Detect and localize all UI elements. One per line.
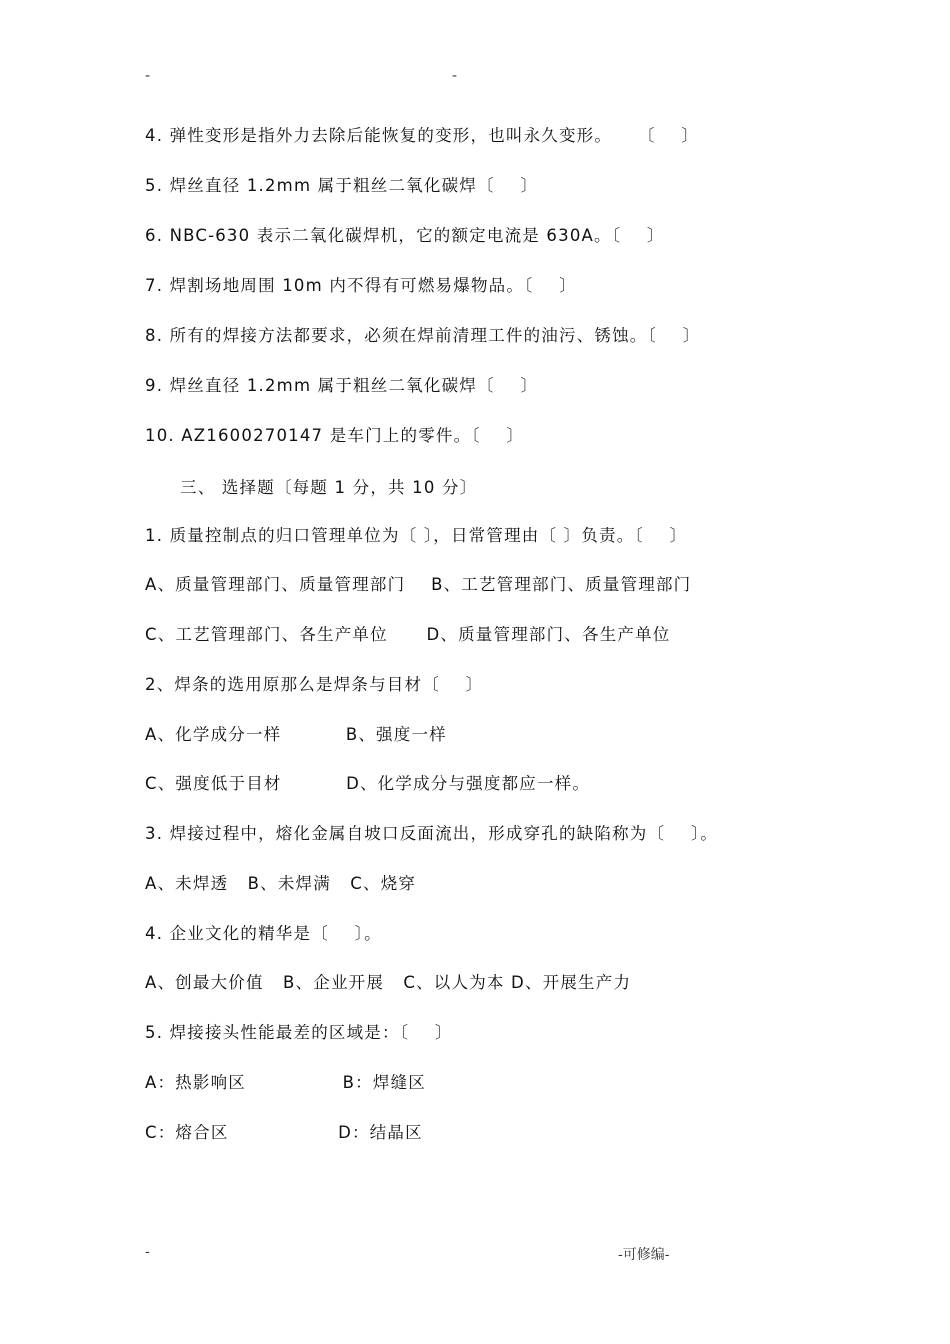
choice-q1-options-ab: A、质量管理部门、质量管理部门 B、工艺管理部门、质量管理部门 <box>145 575 692 594</box>
header-left-mark: - <box>145 68 151 84</box>
choice-q2: 2、焊条的选用原那么是焊条与目材〔 〕 <box>145 675 484 694</box>
choice-q4: 4. 企业文化的精华是〔 〕。 <box>145 924 382 943</box>
footer-left-mark: - <box>145 1244 150 1260</box>
tf-item-4: 4. 弹性变形是指外力去除后能恢复的变形，也叫永久变形。 〔 〕 <box>145 126 700 145</box>
choice-q5-options-ab: A：热影响区 B：焊缝区 <box>145 1073 426 1092</box>
tf-item-8: 8. 所有的焊接方法都要求，必须在焊前清理工件的油污、锈蚀。〔 〕 <box>145 326 701 345</box>
choice-q1: 1. 质量控制点的归口管理单位为〔 〕，日常管理由〔 〕负责。〔 〕 <box>145 526 688 545</box>
tf-item-7: 7. 焊割场地周围 10m 内不得有可燃易爆物品。〔 〕 <box>145 276 577 295</box>
tf-item-9: 9. 焊丝直径 1.2mm 属于粗丝二氧化碳焊〔 〕 <box>145 376 539 395</box>
choice-q2-options-cd: C、强度低于目材 D、化学成分与强度都应一样。 <box>145 774 591 793</box>
choice-q5: 5. 焊接接头性能最差的区域是：〔 〕 <box>145 1023 453 1042</box>
footer-center-text: -可修编- <box>618 1247 670 1263</box>
choice-q1-options-cd: C、工艺管理部门、各生产单位 D、质量管理部门、各生产单位 <box>145 625 671 644</box>
choice-q2-options-ab: A、化学成分一样 B、强度一样 <box>145 725 447 744</box>
section-title: 三、 选择题〔每题 1 分，共 10 分〕 <box>180 478 478 497</box>
tf-item-6: 6. NBC-630 表示二氧化碳焊机，它的额定电流是 630A。〔 〕 <box>145 226 665 245</box>
tf-item-10: 10. AZ1600270147 是车门上的零件。〔 〕 <box>145 426 525 445</box>
choice-q5-options-cd: C：熔合区 D：结晶区 <box>145 1123 423 1142</box>
choice-q4-options: A、创最大价值 B、企业开展 C、以人为本 D、开展生产力 <box>145 973 632 992</box>
header-right-mark: - <box>452 68 458 84</box>
choice-q3: 3. 焊接过程中，熔化金属自坡口反面流出，形成穿孔的缺陷称为〔 〕。 <box>145 824 719 843</box>
tf-item-5: 5. 焊丝直径 1.2mm 属于粗丝二氧化碳焊〔 〕 <box>145 176 539 195</box>
choice-q3-options: A、未焊透 B、未焊满 C、烧穿 <box>145 874 417 893</box>
